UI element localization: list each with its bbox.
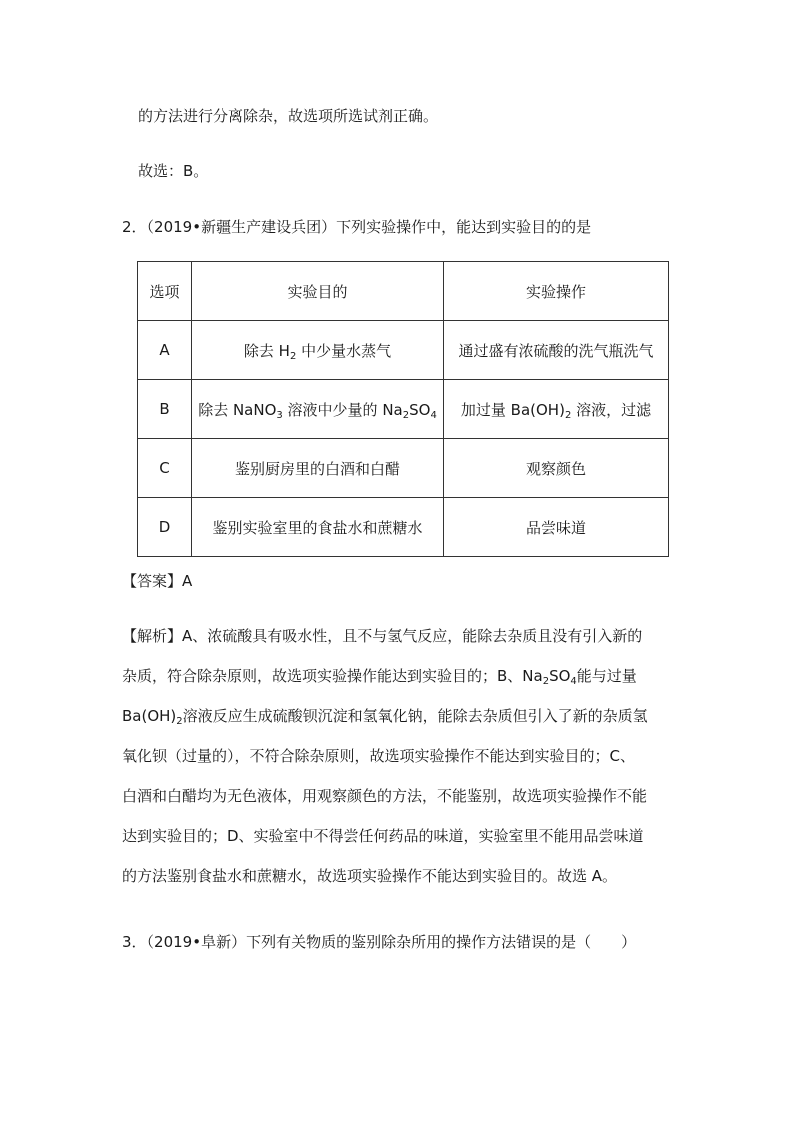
text-run: 除去 H — [243, 341, 290, 360]
text-run: 【解析】A、浓硫酸具有吸水性，且不与氢气反应，能除去杂质且没有引入新的 — [122, 627, 643, 645]
option-cell: D — [138, 498, 192, 557]
text-run: Ba(OH) — [122, 707, 177, 725]
subscript: 4 — [430, 409, 437, 421]
header-option: 选项 — [138, 262, 192, 321]
option-cell: B — [138, 380, 192, 439]
analysis-line — [122, 776, 682, 816]
text-run: 加过量 Ba(OH) — [460, 400, 565, 419]
table-header-row — [138, 262, 669, 321]
text-run: SO — [409, 400, 431, 419]
text-run: 杂质，符合除杂原则，故选项实验操作能达到实验目的；B、Na — [122, 667, 543, 685]
purpose-cell — [192, 321, 444, 380]
subscript: 2 — [176, 716, 183, 727]
header-operation: 实验操作 — [444, 262, 669, 321]
text-run: 白酒和白醋均为无色液体，用观察颜色的方法，不能鉴别，故选项实验操作不能 — [122, 787, 648, 805]
purpose-cell — [192, 498, 444, 557]
text-run: 溶液中少量的 Na — [282, 400, 403, 419]
text-run: 鉴别实验室里的食盐水和蔗糖水 — [212, 518, 423, 537]
text-run: 能与过量 — [576, 667, 637, 685]
subscript: 2 — [402, 409, 410, 421]
analysis-line — [122, 816, 682, 856]
table-row — [138, 498, 669, 557]
q1-choice-line: 故选：B。 — [138, 162, 209, 180]
text-run: 氧化钡（过量的），不符合除杂原则，故选项实验操作不能达到实验目的；C、 — [122, 747, 635, 765]
text-run: 溶液反应生成硫酸钡沉淀和氢氧化钠，能除去杂质但引入了新的杂质氢 — [182, 707, 648, 725]
option-cell: A — [138, 321, 192, 380]
subscript: 4 — [570, 676, 577, 687]
q3-stem: 3．（2019•阜新）下列有关物质的鉴别除杂所用的操作方法错误的是（ ） — [122, 933, 637, 951]
subscript: 2 — [564, 409, 572, 421]
option-cell: C — [138, 439, 192, 498]
analysis-line — [122, 696, 682, 736]
table-row — [138, 380, 669, 439]
table-row — [138, 439, 669, 498]
analysis-line — [122, 736, 682, 776]
text-run: 的方法鉴别食盐水和蔗糖水，故选项实验操作不能达到实验目的。故选 A。 — [122, 867, 618, 885]
text-run: 观察颜色 — [525, 459, 586, 478]
q1-tail-line: 的方法进行分离除杂，故选项所选试剂正确。 — [138, 107, 439, 125]
text-run: 溶液，过滤 — [571, 400, 652, 419]
purpose-cell — [192, 380, 444, 439]
operation-cell — [444, 439, 669, 498]
text-run: 中少量水蒸气 — [296, 341, 392, 360]
analysis-line — [122, 656, 682, 696]
text-run: 鉴别厨房里的白酒和白醋 — [234, 459, 400, 478]
text-run: 通过盛有浓硫酸的洗气瓶洗气 — [458, 341, 654, 360]
q2-table — [137, 261, 669, 557]
subscript: 2 — [289, 350, 297, 362]
text-run: 达到实验目的；D、实验室中不得尝任何药品的味道，实验室里不能用品尝味道 — [122, 827, 644, 845]
table-row — [138, 321, 669, 380]
text-run: SO — [549, 667, 571, 685]
q2-stem: 2．（2019•新疆生产建设兵团）下列实验操作中，能达到实验目的的是 — [122, 218, 592, 236]
text-run: 除去 NaNO — [198, 400, 277, 419]
subscript: 3 — [276, 409, 283, 421]
text-run: 品尝味道 — [525, 518, 586, 537]
operation-cell — [444, 321, 669, 380]
operation-cell — [444, 498, 669, 557]
purpose-cell — [192, 439, 444, 498]
subscript: 2 — [542, 676, 550, 687]
analysis-line — [122, 616, 682, 656]
q2-answer: 【答案】A — [122, 572, 193, 590]
q2-analysis — [122, 616, 682, 896]
analysis-line — [122, 856, 682, 896]
header-purpose: 实验目的 — [192, 262, 444, 321]
operation-cell — [444, 380, 669, 439]
